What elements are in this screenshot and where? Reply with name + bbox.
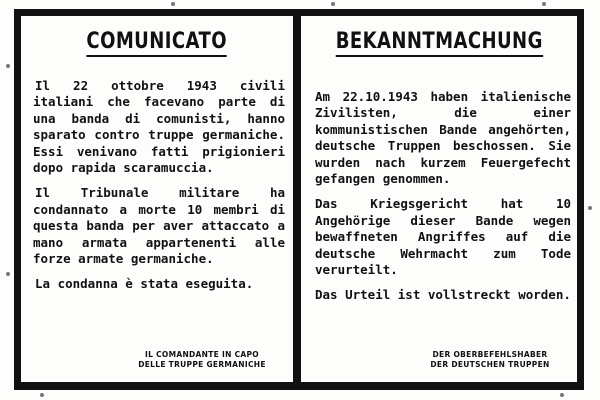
german-column bbox=[301, 16, 577, 382]
italian-paragraph-3: La condanna è stata eseguita. bbox=[35, 276, 254, 292]
pin-mark bbox=[40, 393, 44, 397]
italian-body bbox=[33, 78, 285, 302]
italian-signature-line-1: IL COMANDANTE IN CAPO bbox=[145, 350, 259, 359]
pin-mark bbox=[560, 393, 564, 397]
italian-paragraph-1: Il 22 ottobre 1943 civili italiani che facevano parte di una banda di comunisti, hanno sparato contro truppe germaniche. Essi venivano fatti prigionieri dopo rapida scaramuccia. bbox=[33, 78, 285, 176]
italian-signature bbox=[127, 350, 277, 370]
pin-mark bbox=[542, 2, 546, 6]
italian-column bbox=[21, 16, 293, 382]
pin-mark bbox=[6, 272, 10, 276]
german-title: BEKANNTMACHUNG bbox=[301, 29, 577, 57]
german-signature-line-1: DER OBERBEFEHLSHABER bbox=[432, 350, 548, 359]
german-paragraph-3: Das Urteil ist vollstreckt worden. bbox=[315, 287, 571, 303]
pin-mark bbox=[171, 2, 175, 6]
frame-right-border bbox=[577, 9, 584, 390]
frame-left-border bbox=[14, 9, 21, 390]
german-body bbox=[315, 89, 571, 313]
pin-mark bbox=[588, 206, 592, 210]
german-paragraph-2: Das Kriegsgericht hat 10 Angehörige dieser Bande wegen bewaffneten Angriffes auf die deutsche Wehrmacht zum Tode verurteilt. bbox=[315, 196, 571, 278]
italian-paragraph-2: Il Tribunale militare ha condannato a morte 10 membri di questa banda per aver attaccato a mano armata appartenenti alle forze armate germaniche. bbox=[33, 185, 285, 267]
german-signature-line-2: DER DEUTSCHEN TRUPPEN bbox=[430, 360, 550, 369]
italian-title: COMUNICATO bbox=[21, 29, 293, 57]
german-paragraph-1: Am 22.10.1943 haben italienische Zivilisten, die einer kommunistischen Bande angehörten, deutsche Truppen beschossen. Sie wurden nach kurzem Feuergefecht gefangen genommen. bbox=[315, 89, 571, 187]
german-signature bbox=[415, 350, 565, 370]
pin-mark bbox=[6, 64, 10, 68]
pin-mark bbox=[331, 2, 335, 6]
column-divider bbox=[293, 9, 301, 390]
italian-signature-line-2: DELLE TRUPPE GERMANICHE bbox=[138, 360, 266, 369]
